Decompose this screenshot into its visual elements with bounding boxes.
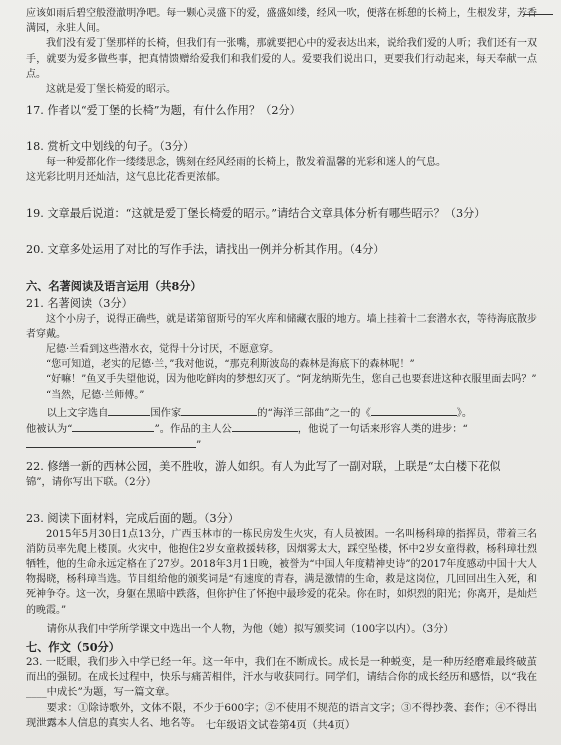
question-21-passage-2: 尼德·兰看到这些潜水衣，觉得十分讨厌，不愿意穿。	[46, 344, 280, 356]
question-18-quote-2: 这光彩比明月还灿洁，这气息比花香更浓郁。	[26, 172, 226, 184]
question-19: 19. 文章最后说道：“这就是爱丁堡长椅爱的昭示。”请结合文章具体分析有哪些昭示？（3分）	[26, 206, 486, 220]
question-17: 17. 作者以“爱丁堡的长椅”为题，有什么作用？（2分）	[26, 104, 301, 118]
answer-blank[interactable]	[108, 405, 150, 416]
question-21: 21. 名著阅读（3分）	[26, 296, 133, 310]
answer-blank[interactable]	[181, 405, 257, 416]
question-21-passage-3: “您可知道，老实的尼德·兰，”我对他说，“那克利斯波岛的森林是海底下的森林呢！”	[46, 359, 415, 371]
question-21-passage-4: “好嘛！”鱼叉手失望他说，因为他吃鲜肉的梦想幻灭了。“阿龙纳斯先生，您自己也要套进这种衣服里面去吗？”	[46, 374, 537, 386]
intro-paragraph-2: 我们没有爱丁堡那样的长椅，但我们有一张嘴，那就要把心中的爱表达出来，说给我们爱的人听；我们还有一双手，就要为爱多做些事，把真情馈赠给爱我们和我们爱的人。爱要我们说出口，更要我们行动起来，每天奉献一点点。	[26, 38, 537, 80]
page-footer: 七年级语文试卷第4页（共4页）	[205, 719, 356, 731]
question-21-fill-2: 他被认为“ ”。作品的主人公 ，他说了一句话来形容人类的进步：“	[26, 423, 468, 436]
question-21-passage-1: 这个小房子，说得正确些，就是诺第留斯号的军火库和储藏衣服的地方。墙上挂着十二套潜水衣，等待海底散步者穿戴。	[26, 313, 537, 340]
intro-paragraph-3: 这就是爱丁堡长椅爱的昭示。	[46, 84, 176, 96]
answer-blank[interactable]	[371, 405, 457, 416]
corner-mark	[523, 4, 553, 15]
question-23: 23. 阅读下面材料，完成后面的题。（3分）	[26, 511, 240, 525]
essay-requirements: 要求：①除诗歌外，文体不限，不少于600字；②不使用不规范的语言文字；③不得抄袭、套作；④不得出现泄露本人信息的真实人名、地名等。	[26, 701, 537, 729]
answer-blank[interactable]	[26, 437, 196, 448]
question-22-line-1: 22. 修缮一新的西林公园，美不胜收，游人如织。有人为此写了一副对联，上联是“太白楼下花似	[26, 460, 501, 474]
question-22-line-2: 锦”，请你写出下联。（2分）	[26, 476, 157, 489]
question-21-fill-1: 以上文字选自 国作家 的“海洋三部曲”之一的《 》。	[46, 406, 473, 419]
question-23-task: 请你从我们中学所学课文中选出一个人物，为他（她）拟写颁奖词（100字以内）。（3分）	[46, 622, 454, 635]
section-7-heading: 七、作文（50分）	[26, 640, 120, 655]
section-6-heading: 六、名著阅读及语言运用（共8分）	[26, 278, 202, 293]
question-23-material: 2015年5月30日1点13分，广西玉林市的一栋民房发生火灾，有人员被困。一名叫杨科璋的指挥员，带着三名消防员率先爬上楼顶。火灾中，他抱住2岁女童救援转移，因烟雾太大，踩空坠楼，怀中2岁女童得救，杨科璋壮烈牺牲，他的生命永远定格在了27岁。2018年3月1日晚，被誉为“中国人年度精神史诗”的2017年度感动中国十大人物揭晓，杨科璋当选。节目组给他的颁奖词是“有速度的青春，满是激情的生命，救是这岗位，几回回出生入死，和死神争夺。这一次，身躯在黑暗中跌落，但你护住了怀抱中最珍爱的花朵。你在时，如炽烈的阳光；你离开，是灿烂的晚霞。”	[26, 528, 537, 616]
question-18: 18. 赏析文中划线的句子。（3分）	[26, 140, 195, 154]
answer-blank[interactable]	[72, 421, 154, 432]
answer-blank[interactable]	[232, 421, 298, 432]
intro-paragraph-1: 应该如雨后碧空般澄澈明净吧。每一颗心灵盛下的爱，盛盛如缕，经风一吹，便落在栎憩的长椅上，生根发芽，芳香满园，永驻人间。	[26, 8, 537, 35]
question-21-fill-3: ”	[26, 437, 537, 453]
question-20: 20. 文章多处运用了对比的写作手法，请找出一例并分析其作用。（4分）	[26, 242, 385, 256]
question-21-passage-5: “当然，尼德·兰师傅。”	[46, 389, 145, 401]
question-18-quote-1: 每一种爱都化作一缕缕思念，镌刻在经风经雨的长椅上，散发着温馨的光彩和迷人的气息。	[46, 157, 446, 169]
essay-prompt: 23. 一眨眼，我们步入中学已经一年。这一年中，我们在不断成长。成长是一种蜕变，是一种历经磨难最终破茧而出的强韧。在成长过程中，快乐与痛苦相伴，汗水与收获同行。同学们，请结合你的成长经历和感悟，以“我在____中成长”为题，写一篇文章。	[26, 656, 537, 699]
